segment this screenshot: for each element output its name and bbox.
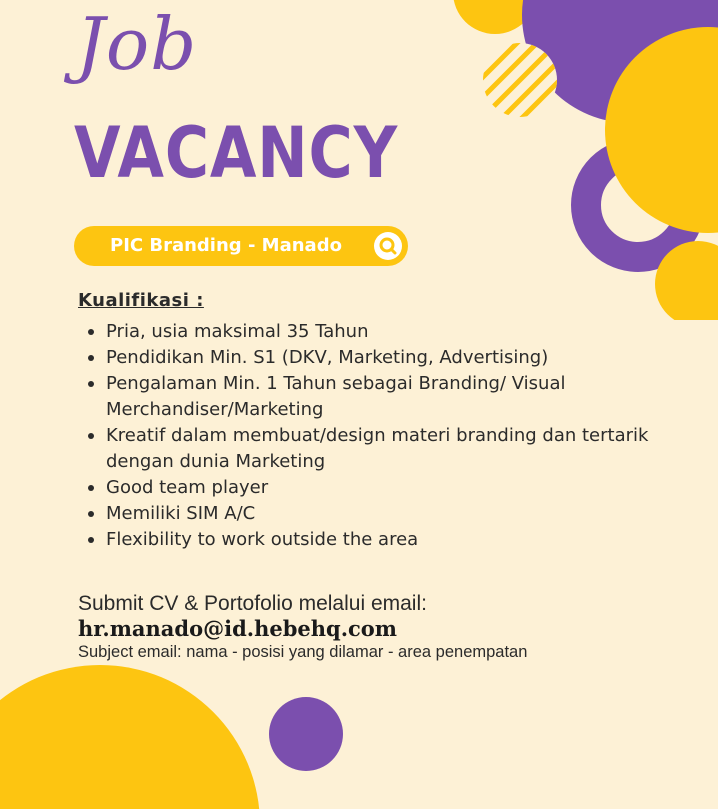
list-item: Pengalaman Min. 1 Tahun sebagai Branding/ Visual Merchandiser/Marketing [80, 371, 606, 423]
list-item: Flexibility to work outside the area [80, 527, 680, 553]
page-title: VACANCY [74, 112, 399, 194]
list-item: Pria, usia maksimal 35 Tahun [80, 319, 680, 345]
position-pill [74, 226, 408, 266]
decorative-shapes-top-right [440, 0, 718, 320]
subject-note: Subject email: nama - posisi yang dilamar - area penempatan [78, 643, 528, 661]
title-script: Job [76, 2, 198, 86]
position-label: PIC Branding - Manado [110, 235, 342, 256]
qualifications-heading: Kualifikasi : [78, 290, 204, 311]
yellow-circle-bottom-left [0, 665, 260, 809]
search-icon [374, 232, 402, 260]
decorative-shapes-bottom [0, 660, 718, 809]
list-item: Memiliki SIM A/C [80, 501, 680, 527]
qualifications-list [80, 319, 680, 553]
contact-email: hr.manado@id.hebehq.com [78, 616, 398, 641]
list-item: Kreatif dalam membuat/design materi branding dan tertarik dengan dunia Marketing [80, 423, 666, 475]
list-item: Good team player [80, 475, 680, 501]
list-item: Pendidikan Min. S1 (DKV, Marketing, Advertising) [80, 345, 680, 371]
submit-instructions: Submit CV & Portofolio melalui email: [78, 592, 427, 615]
purple-circle-bottom [269, 697, 343, 771]
